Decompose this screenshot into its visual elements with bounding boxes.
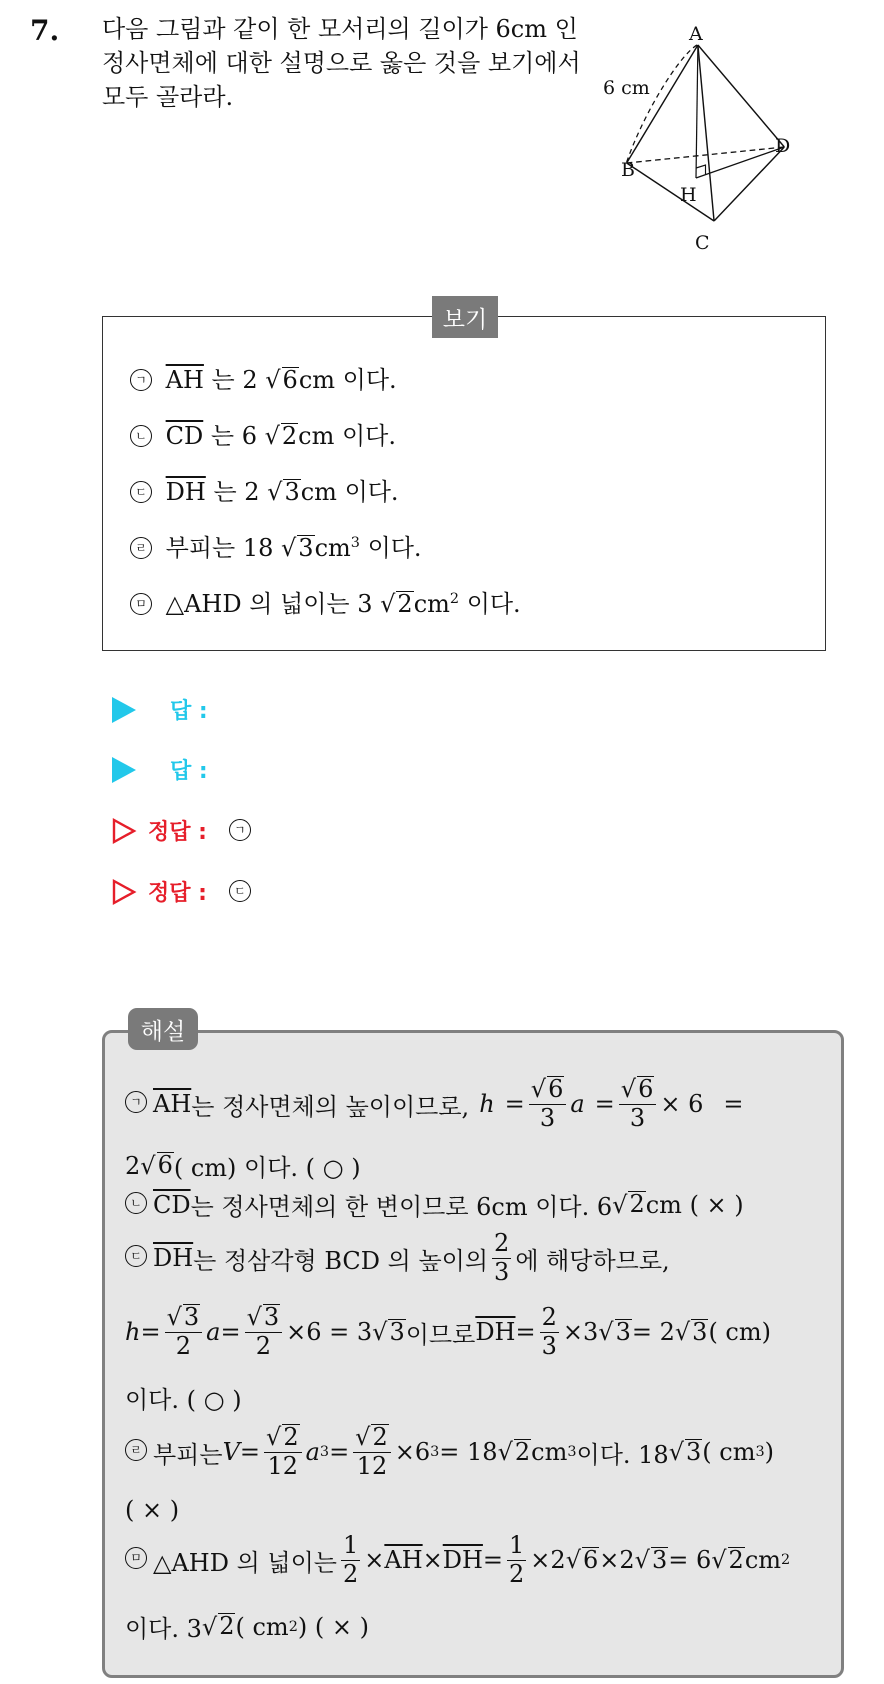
var-a: a (570, 1090, 585, 1119)
item-mark: ㄴ (125, 1192, 147, 1214)
denominator: 3 (539, 1103, 556, 1132)
question-number: 7. (30, 14, 60, 47)
solution-line: ㄴ $\overline{CD}$ 는 정사면체의 한 변이므로 6cm 이다. 6 √ 2 cm ( × ) (125, 1187, 744, 1222)
outline-triangle-icon (112, 818, 136, 844)
label-c: C (695, 232, 710, 254)
item-text: 부피는 18 (165, 534, 281, 562)
play-triangle-icon (112, 697, 136, 723)
solution-text: 는 정삼각형 BCD 의 높이의 (193, 1246, 489, 1275)
question-line: 정사면체에 대한 설명으로 옳은 것을 보기에서 (102, 49, 581, 77)
item-mark: ㅁ (130, 593, 152, 615)
bogi-item: ㄷ $\overline{DH}$ 는 2 √3cm 이다. (130, 472, 399, 507)
answer-blank-row (112, 754, 208, 785)
solution-line: 이다. 3 √ 2 ( cm 2 ) ( × ) (125, 1609, 369, 1644)
fraction: $\frac{1}{2}$ (509, 1531, 525, 1588)
solution-text: 이므로 (405, 1320, 476, 1349)
item-tail: cm 이다. (298, 366, 397, 394)
equals: = (515, 1318, 536, 1347)
solution-text: ( cm) (708, 1318, 771, 1347)
solution-tab: 해설 (128, 1008, 198, 1050)
exponent: 2 (449, 591, 460, 607)
dashed-arc-ab (613, 44, 686, 166)
correct-answer-mark: ㄱ (229, 819, 251, 841)
exponent: 3 (350, 535, 360, 551)
dashed-edge-arc (613, 45, 685, 166)
edge-arc-a-to-b (613, 46, 685, 163)
solid-edges (627, 45, 785, 221)
arc (613, 44, 687, 168)
solution-text: ( × ) (125, 1496, 180, 1524)
dashed-arc-final (615, 45, 686, 163)
solution-text: ×3 (562, 1318, 599, 1347)
solution-line: ㄹ 부피는 V = $\frac{√2}{12}$ a 3 = $\frac{√2}{12}$ ×6 3 = 18 √ 2 cm 3 이다. 18 √ 3 ( cm 3 ) (125, 1424, 774, 1480)
radicand: 2 (629, 1190, 645, 1219)
bogi-item: ㄹ 부피는 18 $√3cm^3$ 이다. (130, 528, 422, 563)
solution-text: 2 (125, 1151, 141, 1180)
edge-bc (627, 163, 714, 221)
radicand: 2 (397, 590, 413, 618)
var-a: a (305, 1438, 320, 1467)
item-mark: ㄴ (130, 425, 152, 447)
item-mark: ㄱ (125, 1091, 147, 1113)
item-text: 는 6 (203, 422, 265, 450)
solution-line (125, 1380, 242, 1415)
equals: = (239, 1438, 261, 1467)
fraction: $\frac{2}{3}$ (494, 1229, 510, 1286)
item-tail: 이다. (459, 590, 521, 618)
solution-text: ( cm) 이다. ( ○ ) (173, 1154, 361, 1182)
var-h: h (125, 1318, 141, 1347)
solution-text: ×6 = 3 (286, 1318, 373, 1347)
item-mark: ㄷ (125, 1245, 147, 1267)
answer-label: 답 : (170, 699, 208, 724)
item-mark: ㄷ (130, 481, 152, 503)
edge-length-arc (613, 45, 686, 166)
radicand: 3 (298, 534, 314, 562)
solution-text: × 6 (660, 1090, 704, 1119)
solution-line (125, 1496, 179, 1524)
play-triangle-icon (112, 757, 136, 783)
fraction: $\frac{√6}{3}$ (529, 1076, 567, 1132)
solution-line (125, 1076, 743, 1132)
edge-ab (627, 45, 698, 163)
solution-line: 2 √ 6 ( cm) 이다. ( ○ ) (125, 1148, 361, 1183)
unit: cm (413, 590, 450, 618)
correct-answer-row (112, 876, 257, 907)
outline-triangle-icon (112, 879, 136, 905)
solution-text: = 2 (631, 1318, 675, 1347)
item-text: 는 2 (203, 366, 266, 394)
unit: cm (314, 534, 351, 562)
solution-text: 이다. ( ○ ) (125, 1386, 242, 1414)
equals: = (594, 1090, 615, 1119)
question-line: 모두 골라라. (102, 83, 234, 111)
edge-ac (698, 45, 714, 221)
arc-ab (611, 44, 686, 166)
segment-label: $\overline{DH}$ (475, 1318, 516, 1347)
var-v: V (222, 1438, 240, 1467)
bogi-item: ㄱ $\overline{AH}$ 는 2 √6cm 이다. (130, 360, 397, 395)
correct-answer-row (112, 815, 257, 846)
fraction: $\frac{√6}{3}$ (619, 1076, 657, 1132)
equals: = (482, 1546, 504, 1575)
label-a: A (689, 23, 703, 45)
correct-answer-label: 정답 : (148, 820, 207, 845)
label-edge-length: 6 cm (603, 77, 650, 99)
solution-line (125, 1230, 670, 1286)
item-tail: 이다. (359, 534, 422, 562)
segment-label: $\overline{AH}$ (165, 366, 204, 394)
var-h: h (479, 1090, 495, 1119)
item-text: 는 2 (205, 478, 268, 506)
answer-blank-row (112, 694, 208, 725)
ab-length-arc (613, 45, 687, 168)
solution-text: 는 정사면체의 높이이므로, (191, 1092, 470, 1121)
ab-arc (613, 44, 687, 166)
item-mark: ㅁ (125, 1547, 147, 1569)
solution-text: 부피는 (153, 1440, 223, 1469)
radicand: 3 (284, 478, 300, 506)
segment-label: $\overline{DH}$ (442, 1546, 483, 1575)
item-tail: cm 이다. (298, 422, 396, 450)
fraction: $\frac{√2}{12}$ (353, 1424, 391, 1480)
fraction: $\frac{√2}{12}$ (264, 1424, 302, 1480)
solution-text: = 18 (439, 1438, 498, 1467)
fraction: $\frac{2}{3}$ (541, 1303, 557, 1360)
edge-measure-arc (613, 44, 687, 166)
radicand: 6 (548, 1075, 564, 1103)
segment-ah (696, 45, 698, 178)
segment-label: $\overline{DH}$ (165, 478, 206, 506)
label-b: B (621, 159, 635, 181)
segment-label: $\overline{CD}$ (153, 1190, 191, 1219)
edge-cd (714, 147, 784, 221)
radicand: 6 (638, 1075, 654, 1103)
correct-answer-label: 정답 : (148, 881, 207, 906)
edge-arc-visible (611, 43, 686, 166)
question-text (102, 12, 622, 114)
edge-ad (698, 45, 784, 147)
label-h: H (680, 184, 697, 206)
question-line: 다음 그림과 같이 한 모서리의 길이가 6cm 인 (102, 15, 578, 43)
item-mark: ㄱ (130, 369, 152, 391)
solution-line: h = $\frac{√3}{2}$ a = $\frac{√3}{2}$ ×6 = 3 √ 3 이므로 $\overline{DH}$ = $\frac{2}{3}$ ×3 √ 3 = 2 √ 3 ( cm) (125, 1303, 771, 1360)
equals: = (723, 1090, 744, 1119)
solution-text: cm ( × ) (645, 1190, 744, 1219)
item-tail: cm 이다. (300, 478, 399, 506)
segment-label: $\overline{DH}$ (153, 1244, 194, 1273)
solution-line: ㅁ △AHD 의 넓이는 $\frac{1}{2}$ × $\overline{AH}$ × $\overline{DH}$ = $\frac{1}{2}$ ×2 √ 6 ×2 √ 3 = 6 √ 2 cm 2 (125, 1532, 790, 1588)
solution-text: 에 해당하므로, (515, 1246, 670, 1275)
solution-text: ×6 (394, 1438, 431, 1467)
item-mark: ㄹ (125, 1439, 147, 1461)
item-mark: ㄹ (130, 537, 152, 559)
var-a: a (206, 1318, 221, 1347)
bogi-item: ㄴ $\overline{CD}$ 는 6 √2cm 이다. (130, 416, 396, 451)
label-d: D (775, 135, 791, 157)
solution-text: 이다. 3 (125, 1615, 202, 1643)
fraction: $\frac{1}{2}$ (342, 1531, 359, 1588)
radicand: 2 (281, 422, 298, 450)
item-text: △AHD 의 넓이는 3 (165, 590, 381, 618)
segment-label: $\overline{AH}$ (384, 1546, 423, 1575)
radicand: 6 (282, 366, 298, 394)
bogi-tab: 보기 (432, 296, 498, 338)
radicand: 6 (157, 1151, 173, 1180)
length-arc (613, 45, 687, 164)
equals: = (220, 1318, 241, 1347)
segment-label: $\overline{CD}$ (165, 422, 204, 450)
denominator: 3 (629, 1103, 646, 1132)
arc-dashed (613, 45, 687, 168)
solution-text: 이다. 18 (576, 1440, 669, 1469)
tetrahedron-figure (603, 18, 860, 268)
equals: = (504, 1090, 525, 1119)
right-angle-mark (696, 165, 706, 175)
solution-text: △AHD 의 넓이는 (153, 1548, 337, 1577)
edge-ab-length-arc (613, 44, 686, 166)
bogi-item: ㅁ △AHD 의 넓이는 3 $√2cm^2$ 이다. (130, 584, 521, 619)
fraction: $\frac{√3}{2}$ (245, 1304, 283, 1360)
equals: = (140, 1318, 161, 1347)
dashed-arc-a-b (611, 46, 685, 164)
dashed-curve (613, 44, 687, 168)
correct-answer-mark: ㄷ (229, 880, 251, 902)
length-indicator-arc (613, 45, 685, 166)
equals: = (329, 1438, 350, 1467)
solution-text: 는 정사면체의 한 변이므로 6cm 이다. 6 (190, 1193, 613, 1221)
segment-label: $\overline{AH}$ (153, 1090, 192, 1119)
answer-label: 답 : (170, 759, 208, 784)
fraction: $\frac{√3}{2}$ (165, 1304, 203, 1360)
edge-arc-ab (612, 44, 686, 168)
